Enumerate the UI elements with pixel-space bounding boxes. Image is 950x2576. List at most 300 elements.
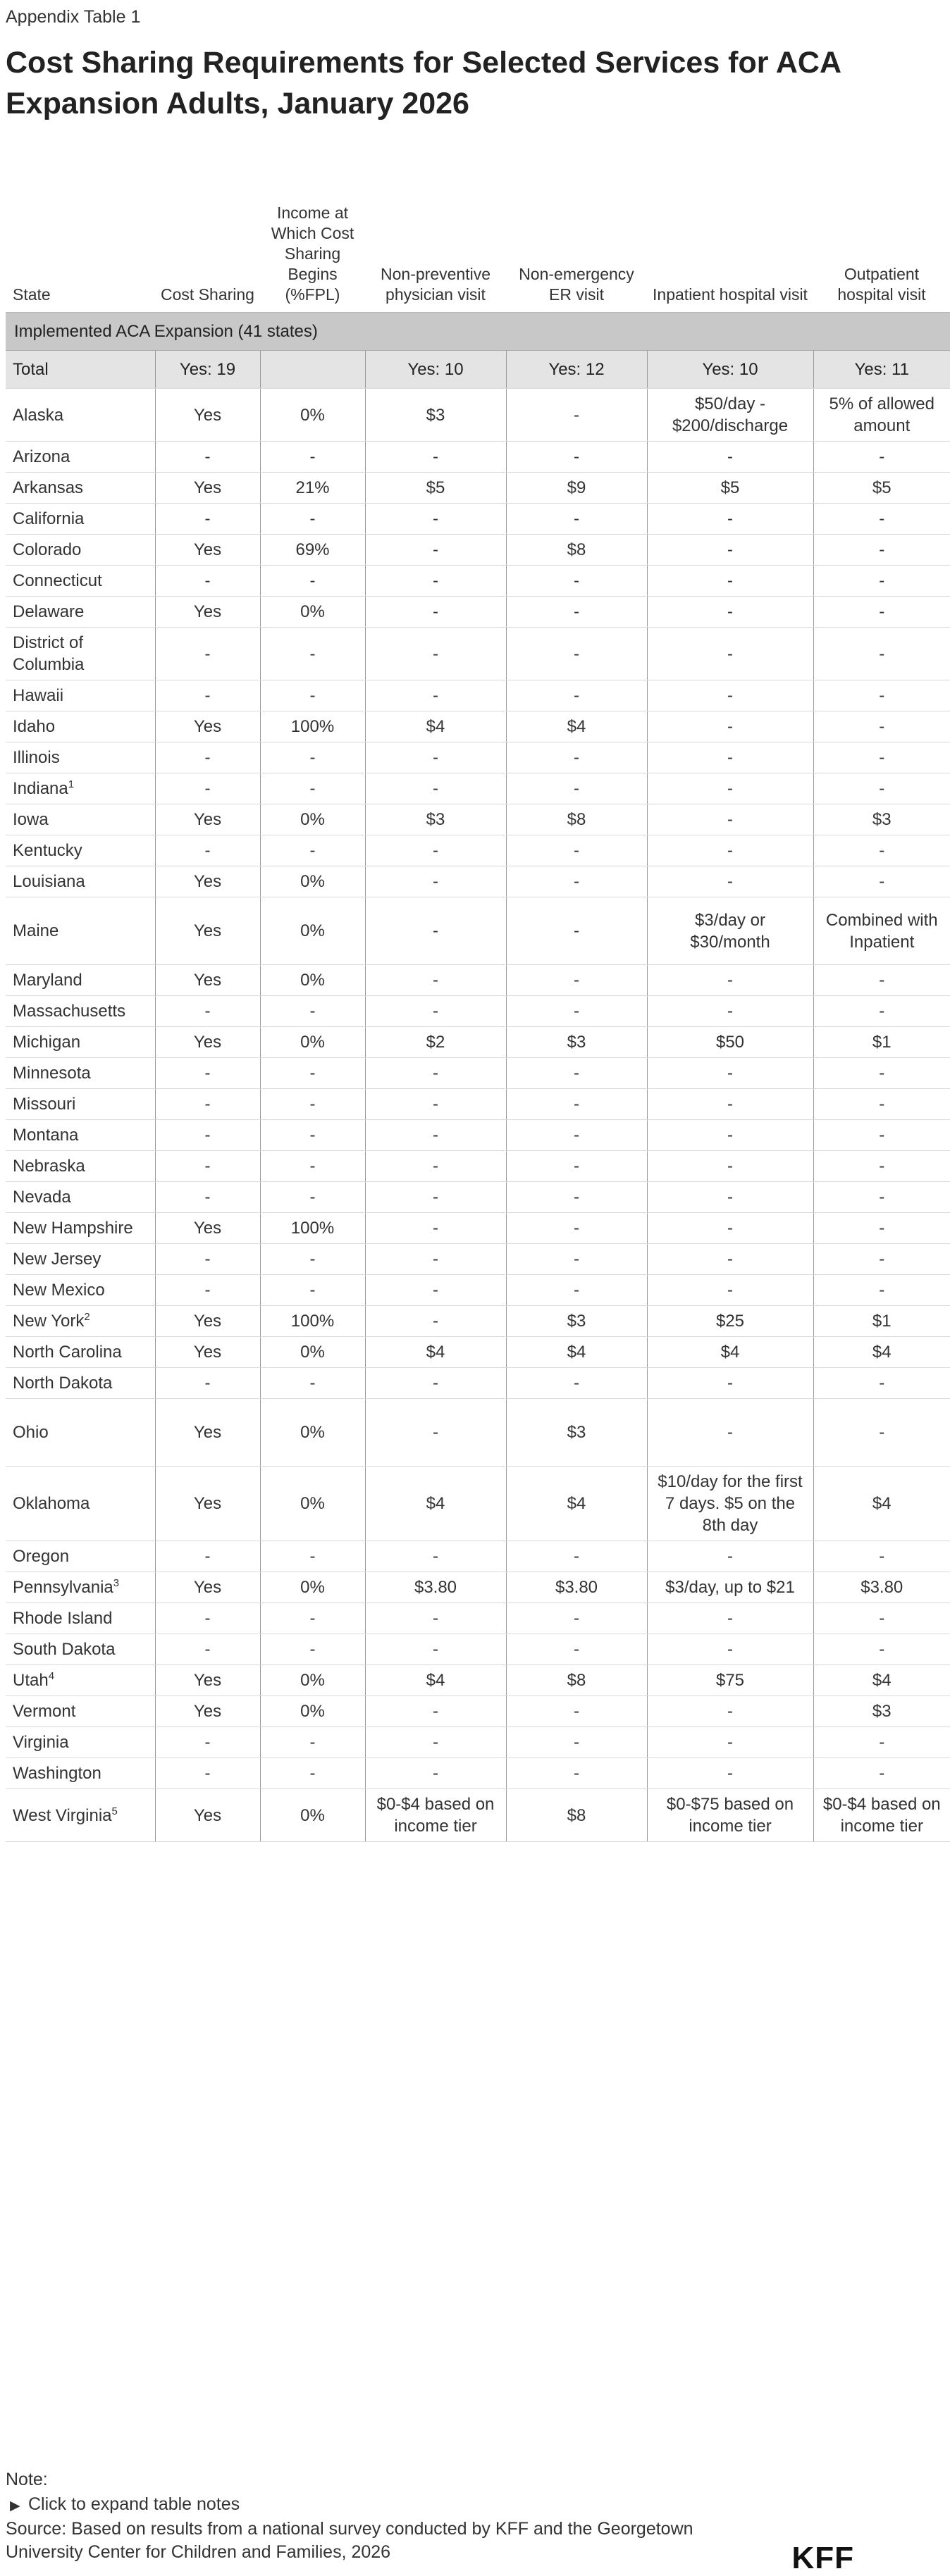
state-cell <box>6 1696 155 1727</box>
table-row <box>6 597 950 628</box>
er-visit-cell: - <box>506 1151 647 1182</box>
state-cell <box>6 473 155 504</box>
table-row <box>6 1058 950 1089</box>
cost-sharing-cell: Yes <box>155 473 260 504</box>
er-visit-cell: $3 <box>506 1399 647 1467</box>
inpatient-visit-cell: - <box>647 1758 813 1789</box>
expand-notes-toggle[interactable] <box>6 2494 240 2515</box>
state-cell <box>6 1758 155 1789</box>
inpatient-visit-cell: - <box>647 996 813 1027</box>
state-cell <box>6 965 155 996</box>
physician-visit-cell: $4 <box>365 1467 506 1541</box>
table-row <box>6 1467 950 1541</box>
income-threshold-cell: 0% <box>260 1696 365 1727</box>
outpatient-visit-cell: - <box>813 711 950 742</box>
inpatient-visit-cell: - <box>647 1244 813 1275</box>
income-threshold-cell: - <box>260 504 365 535</box>
outpatient-visit-cell: - <box>813 1368 950 1399</box>
table-row <box>6 1665 950 1696</box>
state-cell <box>6 442 155 473</box>
total-outpatient-visit: Yes: 11 <box>813 351 950 389</box>
income-threshold-cell: - <box>260 1603 365 1634</box>
inpatient-visit-cell: - <box>647 1089 813 1120</box>
outpatient-visit-cell: - <box>813 442 950 473</box>
cost-sharing-cell: - <box>155 1275 260 1306</box>
physician-visit-cell: $0-$4 based on income tier <box>365 1789 506 1842</box>
er-visit-cell: - <box>506 866 647 897</box>
table-row <box>6 866 950 897</box>
cost-sharing-cell: - <box>155 1244 260 1275</box>
physician-visit-cell: $4 <box>365 1337 506 1368</box>
cost-sharing-cell: Yes <box>155 535 260 566</box>
physician-visit-cell: - <box>365 504 506 535</box>
table-row <box>6 1120 950 1151</box>
physician-visit-cell: - <box>365 1758 506 1789</box>
inpatient-visit-cell: - <box>647 535 813 566</box>
inpatient-visit-cell: - <box>647 965 813 996</box>
physician-visit-cell: - <box>365 535 506 566</box>
notes-label: Note: <box>6 2470 48 2489</box>
physician-visit-cell: $4 <box>365 711 506 742</box>
inpatient-visit-cell: - <box>647 711 813 742</box>
table-row <box>6 1727 950 1758</box>
cost-sharing-cell: - <box>155 1151 260 1182</box>
physician-visit-cell: - <box>365 742 506 773</box>
table-row <box>6 742 950 773</box>
cost-sharing-cell: Yes <box>155 1696 260 1727</box>
total-label: Total <box>6 351 155 389</box>
state-cell <box>6 1244 155 1275</box>
outpatient-visit-cell: $1 <box>813 1027 950 1058</box>
inpatient-visit-cell: $3/day, up to $21 <box>647 1572 813 1603</box>
er-visit-cell: $3.80 <box>506 1572 647 1603</box>
state-name: New York <box>13 1312 85 1331</box>
income-threshold-cell: 21% <box>260 473 365 504</box>
cost-sharing-cell: Yes <box>155 866 260 897</box>
state-cell <box>6 1151 155 1182</box>
outpatient-visit-cell: - <box>813 680 950 711</box>
cost-sharing-cell: Yes <box>155 897 260 965</box>
income-threshold-cell: - <box>260 1058 365 1089</box>
column-header-income-threshold: Income at Which Cost Sharing Begins (%FPL) <box>260 147 365 313</box>
state-name: Rhode Island <box>13 1609 113 1628</box>
inpatient-visit-cell: - <box>647 1120 813 1151</box>
income-threshold-cell: 0% <box>260 1337 365 1368</box>
er-visit-cell: - <box>506 1244 647 1275</box>
income-threshold-cell: - <box>260 1727 365 1758</box>
outpatient-visit-cell: - <box>813 742 950 773</box>
state-name: Louisiana <box>13 872 85 891</box>
er-visit-cell: - <box>506 1696 647 1727</box>
outpatient-visit-cell: 5% of allowed amount <box>813 389 950 442</box>
table-row <box>6 1275 950 1306</box>
income-threshold-cell: - <box>260 1634 365 1665</box>
total-row <box>6 351 950 389</box>
inpatient-visit-cell: - <box>647 742 813 773</box>
state-name: Virginia <box>13 1733 69 1752</box>
state-name: District of Columbia <box>13 633 85 674</box>
er-visit-cell: $4 <box>506 711 647 742</box>
er-visit-cell: - <box>506 996 647 1027</box>
state-name: Nebraska <box>13 1157 85 1176</box>
inpatient-visit-cell: - <box>647 1727 813 1758</box>
cost-sharing-cell: Yes <box>155 711 260 742</box>
state-cell <box>6 1213 155 1244</box>
state-cell <box>6 1182 155 1213</box>
outpatient-visit-cell: - <box>813 1244 950 1275</box>
state-name: West Virginia <box>13 1805 112 1825</box>
inpatient-visit-cell: - <box>647 1275 813 1306</box>
physician-visit-cell: - <box>365 773 506 804</box>
inpatient-visit-cell: $75 <box>647 1665 813 1696</box>
table-row <box>6 1306 950 1337</box>
outpatient-visit-cell: - <box>813 628 950 680</box>
inpatient-visit-cell: - <box>647 442 813 473</box>
inpatient-visit-cell: - <box>647 1603 813 1634</box>
state-name: Pennsylvania <box>13 1578 113 1597</box>
income-threshold-cell: - <box>260 742 365 773</box>
state-cell <box>6 1634 155 1665</box>
outpatient-visit-cell: - <box>813 1634 950 1665</box>
cost-sharing-cell: Yes <box>155 1306 260 1337</box>
inpatient-visit-cell: - <box>647 566 813 597</box>
outpatient-visit-cell: $5 <box>813 473 950 504</box>
outpatient-visit-cell: - <box>813 866 950 897</box>
outpatient-visit-cell: - <box>813 996 950 1027</box>
physician-visit-cell: - <box>365 1213 506 1244</box>
cost-sharing-table <box>6 147 950 1842</box>
state-cell <box>6 897 155 965</box>
er-visit-cell: - <box>506 1603 647 1634</box>
physician-visit-cell: - <box>365 1541 506 1572</box>
column-header-state: State <box>6 147 155 313</box>
state-name: South Dakota <box>13 1640 116 1659</box>
outpatient-visit-cell: $1 <box>813 1306 950 1337</box>
state-name: Iowa <box>13 810 49 829</box>
cost-sharing-cell: Yes <box>155 804 260 835</box>
outpatient-visit-cell: - <box>813 1758 950 1789</box>
inpatient-visit-cell: $3/day or $30/month <box>647 897 813 965</box>
state-cell <box>6 1120 155 1151</box>
income-threshold-cell: 0% <box>260 804 365 835</box>
income-threshold-cell: - <box>260 1182 365 1213</box>
table-container[interactable] <box>6 147 941 1842</box>
cost-sharing-cell: - <box>155 1089 260 1120</box>
state-name: Indiana <box>13 779 68 798</box>
physician-visit-cell: - <box>365 1696 506 1727</box>
page-title: Cost Sharing Requirements for Selected Services for ACA Expansion Adults, January 2026 <box>6 46 841 120</box>
outpatient-visit-cell: - <box>813 1275 950 1306</box>
cost-sharing-cell: Yes <box>155 1665 260 1696</box>
state-name: Ohio <box>13 1423 49 1442</box>
er-visit-cell: $8 <box>506 1665 647 1696</box>
cost-sharing-cell: Yes <box>155 1399 260 1467</box>
state-name: Arizona <box>13 447 70 466</box>
table-row <box>6 804 950 835</box>
er-visit-cell: - <box>506 628 647 680</box>
column-header-er-visit: Non-emergency ER visit <box>506 147 647 313</box>
cost-sharing-cell: - <box>155 996 260 1027</box>
state-cell <box>6 835 155 866</box>
inpatient-visit-cell: $50 <box>647 1027 813 1058</box>
inpatient-visit-cell: - <box>647 804 813 835</box>
cost-sharing-cell: Yes <box>155 389 260 442</box>
er-visit-cell: - <box>506 1727 647 1758</box>
table-row <box>6 1758 950 1789</box>
inpatient-visit-cell: $25 <box>647 1306 813 1337</box>
table-row <box>6 1572 950 1603</box>
total-physician-visit: Yes: 10 <box>365 351 506 389</box>
outpatient-visit-cell: - <box>813 566 950 597</box>
table-row <box>6 535 950 566</box>
outpatient-visit-cell: $4 <box>813 1467 950 1541</box>
header-row <box>6 147 950 313</box>
income-threshold-cell: - <box>260 1368 365 1399</box>
inpatient-visit-cell: - <box>647 773 813 804</box>
column-header-cost-sharing: Cost Sharing <box>155 147 260 313</box>
outpatient-visit-cell: - <box>813 1120 950 1151</box>
inpatient-visit-cell: - <box>647 1151 813 1182</box>
state-cell <box>6 866 155 897</box>
cost-sharing-cell: Yes <box>155 1572 260 1603</box>
physician-visit-cell: - <box>365 680 506 711</box>
cost-sharing-cell: Yes <box>155 1467 260 1541</box>
cost-sharing-cell: - <box>155 628 260 680</box>
inpatient-visit-cell: - <box>647 1058 813 1089</box>
state-name: Oregon <box>13 1547 70 1566</box>
footnote-marker: 4 <box>48 1670 55 1682</box>
state-cell <box>6 504 155 535</box>
state-cell <box>6 1027 155 1058</box>
er-visit-cell: - <box>506 773 647 804</box>
er-visit-cell: - <box>506 566 647 597</box>
table-row <box>6 1337 950 1368</box>
table-row <box>6 628 950 680</box>
physician-visit-cell: - <box>365 1275 506 1306</box>
income-threshold-cell: - <box>260 835 365 866</box>
table-row <box>6 965 950 996</box>
physician-visit-cell: - <box>365 996 506 1027</box>
state-name: Idaho <box>13 717 56 736</box>
physician-visit-cell: - <box>365 1151 506 1182</box>
table-row <box>6 1368 950 1399</box>
state-cell <box>6 804 155 835</box>
inpatient-visit-cell: $50/day - $200/discharge <box>647 389 813 442</box>
cost-sharing-cell: - <box>155 680 260 711</box>
outpatient-visit-cell: - <box>813 1089 950 1120</box>
outpatient-visit-cell: - <box>813 773 950 804</box>
state-cell <box>6 1789 155 1842</box>
inpatient-visit-cell: - <box>647 1368 813 1399</box>
expand-notes-label: Click to expand table notes <box>28 2494 240 2514</box>
footnote-marker: 2 <box>84 1311 90 1323</box>
table-label: Appendix Table 1 <box>6 7 141 27</box>
outpatient-visit-cell: - <box>813 1058 950 1089</box>
column-header-inpatient-visit: Inpatient hospital visit <box>647 147 813 313</box>
state-cell <box>6 1665 155 1696</box>
state-cell <box>6 742 155 773</box>
er-visit-cell: - <box>506 1120 647 1151</box>
inpatient-visit-cell: - <box>647 1213 813 1244</box>
physician-visit-cell: - <box>365 597 506 628</box>
cost-sharing-cell: - <box>155 1120 260 1151</box>
state-name: New Mexico <box>13 1281 105 1300</box>
footnote-marker: 5 <box>111 1805 118 1817</box>
outpatient-visit-cell: - <box>813 597 950 628</box>
cost-sharing-cell: - <box>155 442 260 473</box>
table-row <box>6 897 950 965</box>
cost-sharing-cell: Yes <box>155 1337 260 1368</box>
state-name: Connecticut <box>13 571 102 590</box>
outpatient-visit-cell: - <box>813 835 950 866</box>
income-threshold-cell: 0% <box>260 1789 365 1842</box>
footnote-marker: 3 <box>113 1577 120 1589</box>
inpatient-visit-cell: - <box>647 680 813 711</box>
er-visit-cell: - <box>506 965 647 996</box>
er-visit-cell: $8 <box>506 804 647 835</box>
state-name: Illinois <box>13 748 60 767</box>
inpatient-visit-cell: - <box>647 1634 813 1665</box>
group-label: Implemented ACA Expansion (41 states) <box>6 313 950 351</box>
state-name: Massachusetts <box>13 1002 126 1021</box>
table-row <box>6 835 950 866</box>
cost-sharing-cell: Yes <box>155 1213 260 1244</box>
inpatient-visit-cell: - <box>647 1696 813 1727</box>
income-threshold-cell: - <box>260 1151 365 1182</box>
er-visit-cell: - <box>506 442 647 473</box>
outpatient-visit-cell: $3 <box>813 804 950 835</box>
outpatient-visit-cell: $4 <box>813 1337 950 1368</box>
outpatient-visit-cell: Combined with Inpatient <box>813 897 950 965</box>
state-name: Oklahoma <box>13 1494 90 1513</box>
outpatient-visit-cell: - <box>813 1541 950 1572</box>
cost-sharing-cell: - <box>155 1634 260 1665</box>
outpatient-visit-cell: - <box>813 1727 950 1758</box>
state-cell <box>6 1306 155 1337</box>
table-row <box>6 1541 950 1572</box>
er-visit-cell: $4 <box>506 1467 647 1541</box>
physician-visit-cell: - <box>365 1634 506 1665</box>
table-row <box>6 1151 950 1182</box>
er-visit-cell: - <box>506 1541 647 1572</box>
income-threshold-cell: 100% <box>260 711 365 742</box>
physician-visit-cell: - <box>365 897 506 965</box>
state-name: Delaware <box>13 602 85 621</box>
income-threshold-cell: 69% <box>260 535 365 566</box>
inpatient-visit-cell: - <box>647 835 813 866</box>
physician-visit-cell: - <box>365 1089 506 1120</box>
cost-sharing-cell: - <box>155 504 260 535</box>
state-name: North Dakota <box>13 1374 113 1393</box>
state-name: Montana <box>13 1126 79 1145</box>
er-visit-cell: $9 <box>506 473 647 504</box>
column-header-physician-visit: Non-preventive physician visit <box>365 147 506 313</box>
state-name: Utah <box>13 1671 49 1690</box>
state-name: Kentucky <box>13 841 82 860</box>
inpatient-visit-cell: $5 <box>647 473 813 504</box>
total-inpatient-visit: Yes: 10 <box>647 351 813 389</box>
inpatient-visit-cell: $4 <box>647 1337 813 1368</box>
er-visit-cell: - <box>506 1058 647 1089</box>
inpatient-visit-cell: - <box>647 1399 813 1467</box>
table-row <box>6 1603 950 1634</box>
state-cell <box>6 711 155 742</box>
table-row <box>6 566 950 597</box>
income-threshold-cell: - <box>260 1275 365 1306</box>
cost-sharing-cell: - <box>155 1727 260 1758</box>
er-visit-cell: $3 <box>506 1027 647 1058</box>
physician-visit-cell: - <box>365 1399 506 1467</box>
er-visit-cell: - <box>506 1275 647 1306</box>
er-visit-cell: - <box>506 835 647 866</box>
er-visit-cell: - <box>506 897 647 965</box>
source-note: Source: Based on results from a national survey conducted by KFF and the Georgetown University Center for Children and Families, 2026 <box>6 2519 693 2562</box>
income-threshold-cell: 0% <box>260 597 365 628</box>
outpatient-visit-cell: $0-$4 based on income tier <box>813 1789 950 1842</box>
cost-sharing-cell: Yes <box>155 1789 260 1842</box>
inpatient-visit-cell: - <box>647 866 813 897</box>
outpatient-visit-cell: $3 <box>813 1696 950 1727</box>
income-threshold-cell: - <box>260 442 365 473</box>
physician-visit-cell: $2 <box>365 1027 506 1058</box>
table-row <box>6 1089 950 1120</box>
income-threshold-cell: 0% <box>260 389 365 442</box>
income-threshold-cell: - <box>260 773 365 804</box>
state-cell <box>6 773 155 804</box>
cost-sharing-cell: - <box>155 773 260 804</box>
cost-sharing-cell: Yes <box>155 597 260 628</box>
outpatient-visit-cell: - <box>813 504 950 535</box>
state-name: Minnesota <box>13 1064 91 1083</box>
state-name: North Carolina <box>13 1343 122 1362</box>
cost-sharing-cell: Yes <box>155 1027 260 1058</box>
cost-sharing-cell: - <box>155 1541 260 1572</box>
state-cell <box>6 1541 155 1572</box>
state-cell <box>6 1089 155 1120</box>
er-visit-cell: - <box>506 742 647 773</box>
er-visit-cell: $8 <box>506 535 647 566</box>
cost-sharing-cell: - <box>155 1058 260 1089</box>
total-er-visit: Yes: 12 <box>506 351 647 389</box>
er-visit-cell: $8 <box>506 1789 647 1842</box>
cost-sharing-cell: - <box>155 1368 260 1399</box>
income-threshold-cell: 0% <box>260 1027 365 1058</box>
physician-visit-cell: - <box>365 866 506 897</box>
physician-visit-cell: - <box>365 1306 506 1337</box>
state-cell <box>6 1399 155 1467</box>
outpatient-visit-cell: $4 <box>813 1665 950 1696</box>
outpatient-visit-cell: - <box>813 965 950 996</box>
triangle-right-icon: ▶ <box>10 2499 20 2513</box>
er-visit-cell: - <box>506 1213 647 1244</box>
state-cell <box>6 1337 155 1368</box>
state-name: Hawaii <box>13 686 64 705</box>
state-name: Nevada <box>13 1188 71 1207</box>
physician-visit-cell: $4 <box>365 1665 506 1696</box>
inpatient-visit-cell: $0-$75 based on income tier <box>647 1789 813 1842</box>
table-row <box>6 504 950 535</box>
state-name: Alaska <box>13 405 64 425</box>
state-cell <box>6 1467 155 1541</box>
column-header-outpatient-visit: Outpatient hospital visit <box>813 147 950 313</box>
group-header-row <box>6 313 950 351</box>
er-visit-cell: - <box>506 1089 647 1120</box>
er-visit-cell: - <box>506 389 647 442</box>
cost-sharing-cell: - <box>155 835 260 866</box>
table-row <box>6 1244 950 1275</box>
physician-visit-cell: - <box>365 442 506 473</box>
income-threshold-cell: - <box>260 680 365 711</box>
